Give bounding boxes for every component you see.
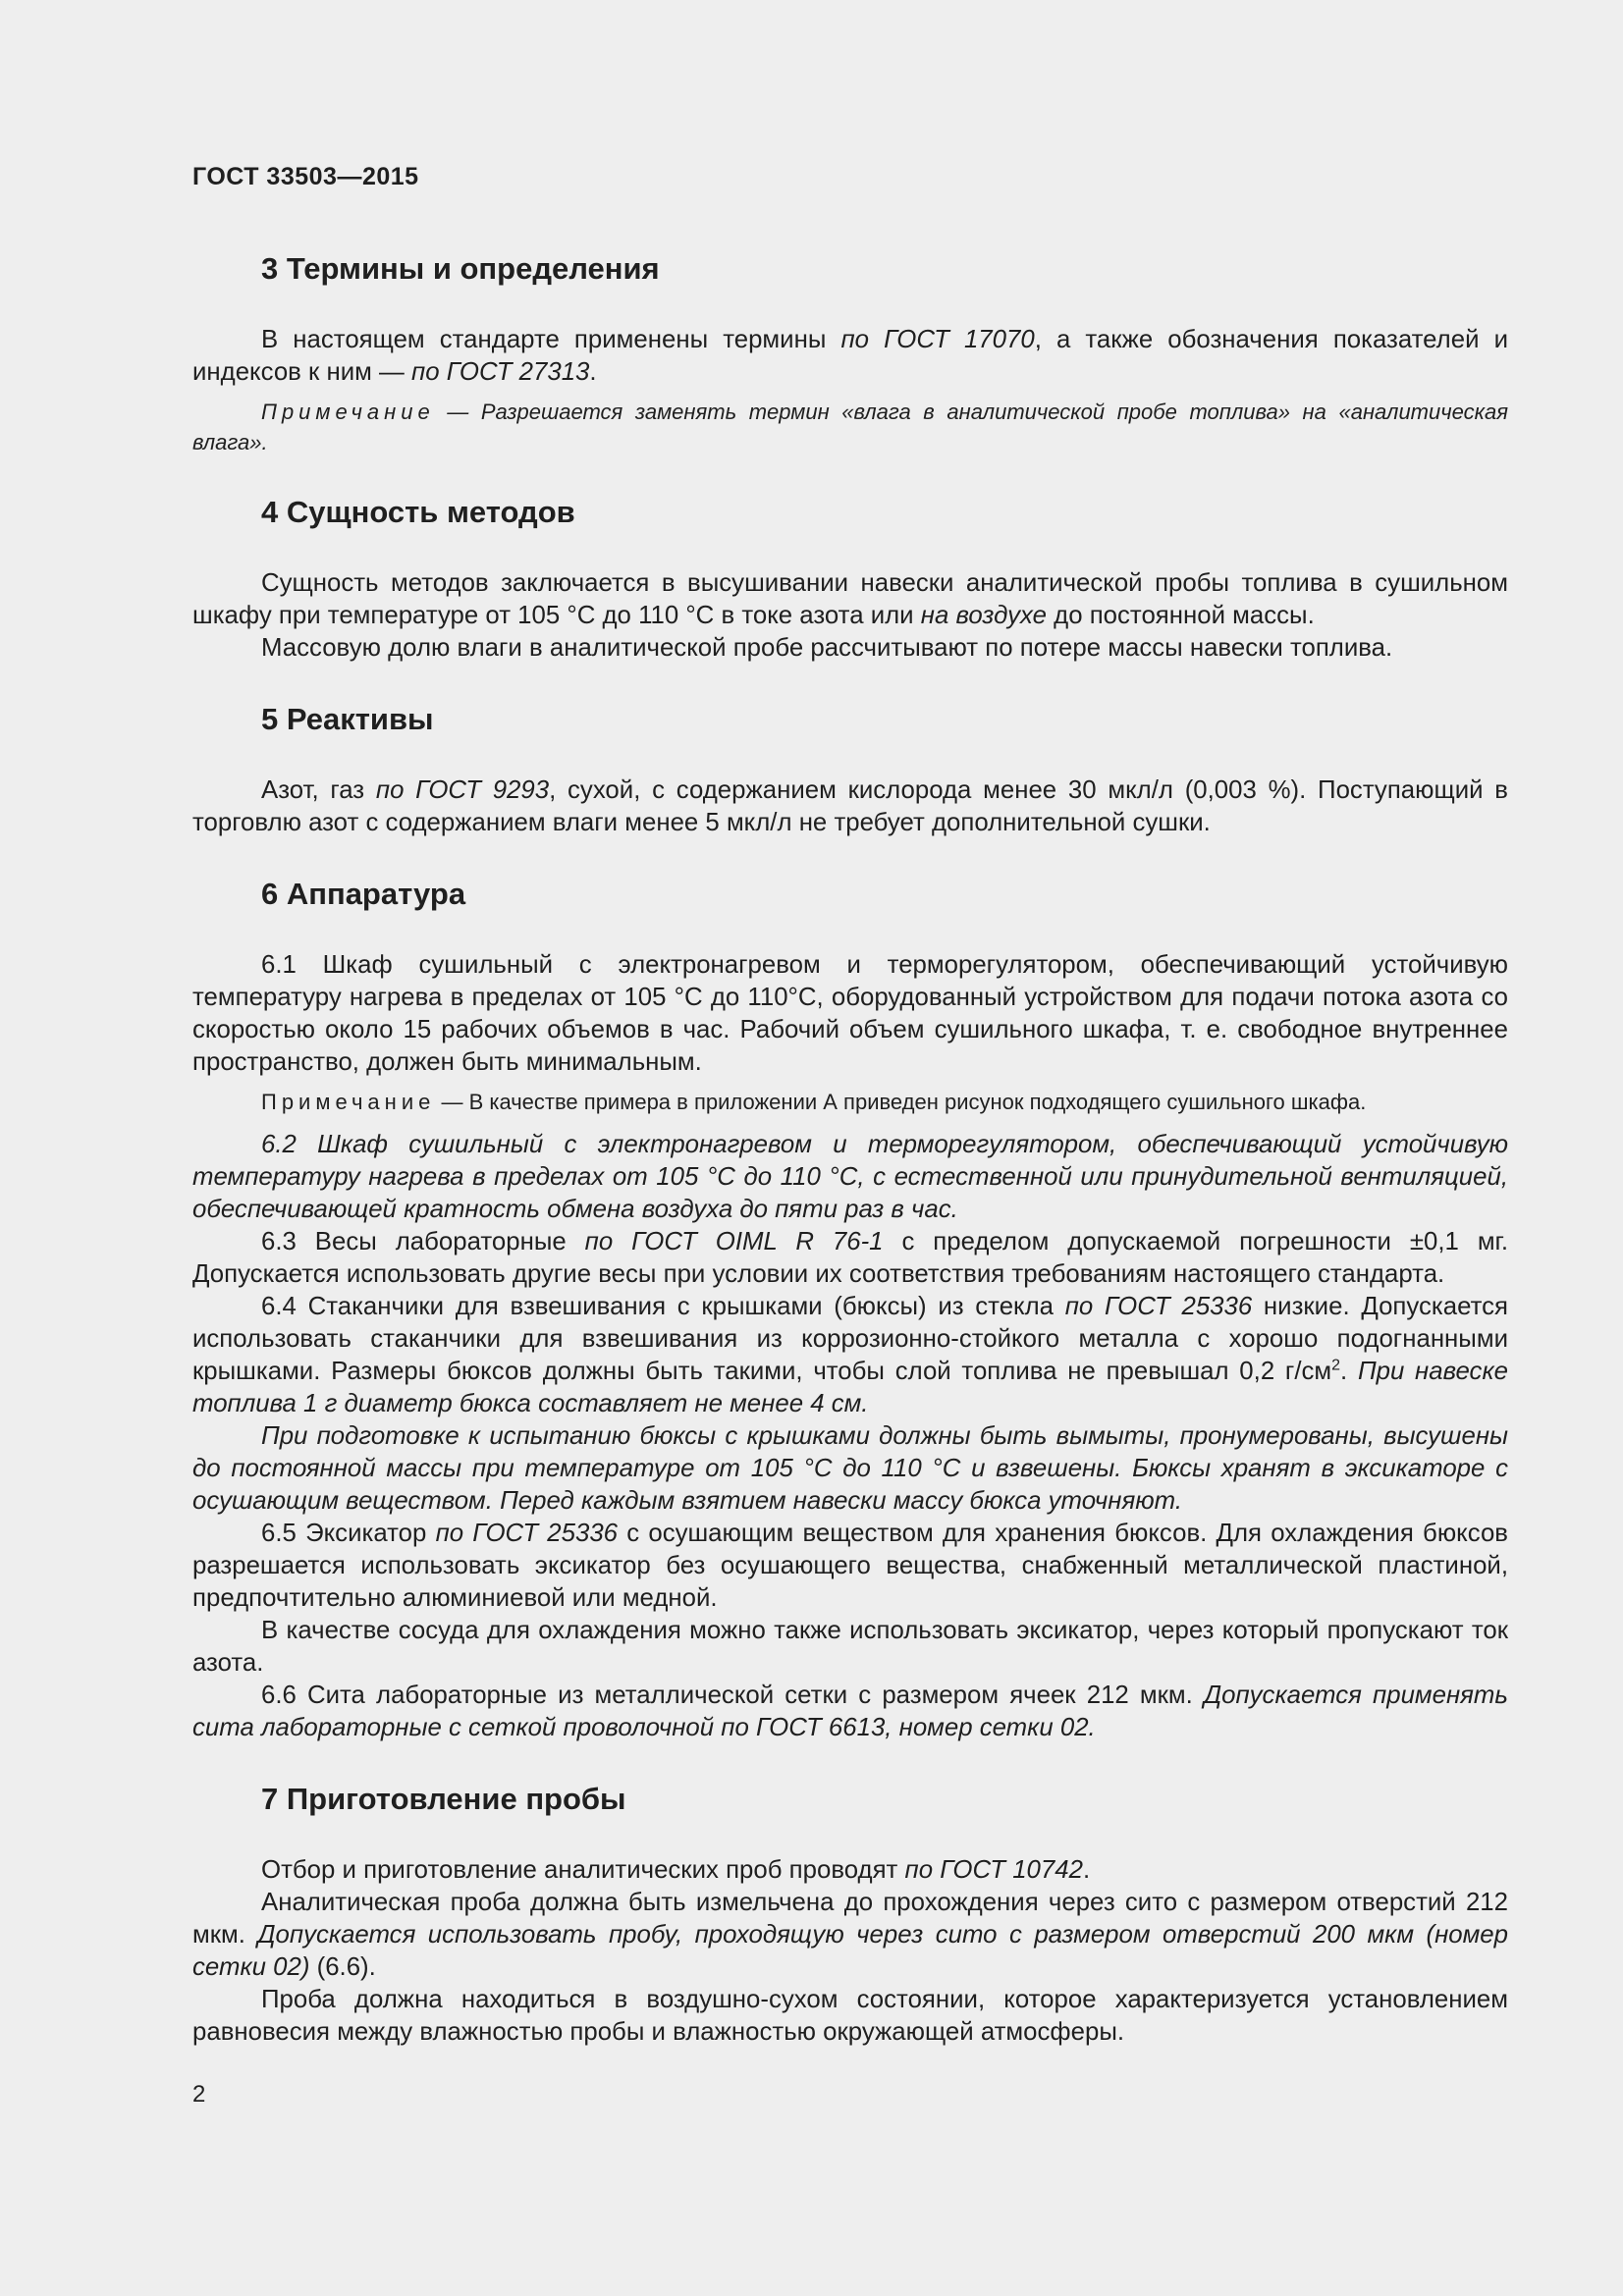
clause-6-1: 6.1 Шкаф сушильный с электронагревом и терморегулятором, обеспечивающий устойчивую температуру нагрева в пределах от 105 °С до 110°С, оборудованный устройством для подачи потока азота со скоростью около 15 рабочих объемов в час. Рабочий объем сушильного шкафа, т. е. свободное внутреннее пространство, должен быть минимальным. xyxy=(192,951,1508,1076)
section-6-title: 6 Аппаратура xyxy=(261,877,466,911)
ref-gost-17070: по ГОСТ 17070 xyxy=(840,326,1035,353)
clause-6-5: 6.5 Эксикатор по ГОСТ 25336 с осушающим веществом для хранения бюксов. Для охлаждения бюксов разрешается использовать эксикатор без осушающего вещества, снабженный металлической пластиной, предпочтительно алюминиевой или медной. xyxy=(192,1520,1508,1612)
section-5-title: 5 Реактивы xyxy=(261,702,434,736)
section-6 xyxy=(192,875,1508,1744)
document-header: ГОСТ 33503—2015 xyxy=(192,163,419,190)
section-6-note: Примечание — В качестве примера в приложении А приведен рисунок подходящего сушильного шкафа. xyxy=(261,1090,1367,1114)
note-label: Примечание xyxy=(261,400,435,424)
section-7-paragraph-1: Отбор и приготовление аналитических проб проводят по ГОСТ 10742. xyxy=(261,1856,1091,1884)
section-4 xyxy=(192,493,1508,665)
section-4-paragraph-1: Сущность методов заключается в высушивании навески аналитической пробы топлива в сушильном шкафу при температуре от 105 °С до 110 °С в токе азота или на воздухе до постоянной массы. xyxy=(192,569,1508,629)
document-body xyxy=(192,249,1508,2084)
section-7-paragraph-2: Аналитическая проба должна быть измельчена до прохождения через сито с размером отверстий 212 мкм. Допускается использовать пробу, проходящую через сито с размером отверстий 200 мкм (номер сетки 02) (6.6). xyxy=(192,1889,1508,1981)
section-4-paragraph-2: Массовую долю влаги в аналитической пробе рассчитывают по потере массы навески топлива. xyxy=(261,634,1393,662)
clause-6-2: 6.2 Шкаф сушильный с электронагревом и терморегулятором, обеспечивающий устойчивую температуру нагрева в пределах от 105 °С до 110 °С, с естественной или принудительной вентиляцией, обеспечивающей кратность обмена воздуха до пяти раз в час. xyxy=(192,1131,1508,1223)
note-label: Примечание xyxy=(261,1090,436,1114)
page-number: 2 xyxy=(192,2081,206,2108)
section-3 xyxy=(192,249,1508,457)
clause-6-6: 6.6 Сита лабораторные из металлической сетки с размером ячеек 212 мкм. Допускается применять сита лабораторные с сеткой проволочной по ГОСТ 6613, номер сетки 02. xyxy=(192,1682,1508,1741)
section-5-paragraph-1: Азот, газ по ГОСТ 9293, сухой, с содержанием кислорода менее 30 мкл/л (0,003 %). Поступающий в торговлю азот с содержанием влаги менее 5 мкл/л не требует дополнительной сушки. xyxy=(192,776,1508,836)
clause-6-5-continued: В качестве сосуда для охлаждения можно также использовать эксикатор, через который пропускают ток азота. xyxy=(192,1617,1508,1677)
ref-gost-27313: по ГОСТ 27313 xyxy=(411,358,590,386)
section-7-title: 7 Приготовление пробы xyxy=(261,1782,626,1816)
section-5 xyxy=(192,700,1508,839)
section-3-title: 3 Термины и определения xyxy=(261,251,660,286)
section-4-title: 4 Сущность методов xyxy=(261,495,575,529)
section-7 xyxy=(192,1780,1508,2049)
section-7-paragraph-3: Проба должна находиться в воздушно-сухом состоянии, которое характеризуется установлением равновесия между влажностью пробы и влажностью окружающей атмосферы. xyxy=(192,1986,1508,2046)
section-3-note: Примечание — Разрешается заменять термин «влага в аналитической пробе топлива» на «аналитическая влага». xyxy=(192,400,1508,454)
ref-gost-9293: по ГОСТ 9293 xyxy=(375,776,550,804)
clause-6-4-continued: При подготовке к испытанию бюксы с крышками должны быть вымыты, пронумерованы, высушены до постоянной массы при температуре от 105 °С до 110 °С и взвешены. Бюксы хранят в эксикаторе с осушающим веществом. Перед каждым взятием навески массу бюкса уточняют. xyxy=(192,1422,1508,1515)
clause-6-4: 6.4 Стаканчики для взвешивания с крышками (бюксы) из стекла по ГОСТ 25336 низкие. Допускается использовать стаканчики для взвешивания из коррозионно-стойкого металла с хорошо подогнанными крышками. Размеры бюксов должны быть такими, чтобы слой топлива не превышал 0,2 $г/см^2$. При навеске топлива 1 г диаметр бюкса составляет не менее 4 см. xyxy=(192,1293,1508,1417)
clause-6-3: 6.3 Весы лабораторные по ГОСТ OIML R 76-1 с пределом допускаемой погрешности ±0,1 мг. Допускается использовать другие весы при условии их соответствия требованиям настоящего стандарта. xyxy=(192,1228,1508,1288)
section-3-paragraph-1: В настоящем стандарте применены термины по ГОСТ 17070, а также обозначения показателей и индексов к ним — по ГОСТ 27313. xyxy=(192,326,1508,386)
